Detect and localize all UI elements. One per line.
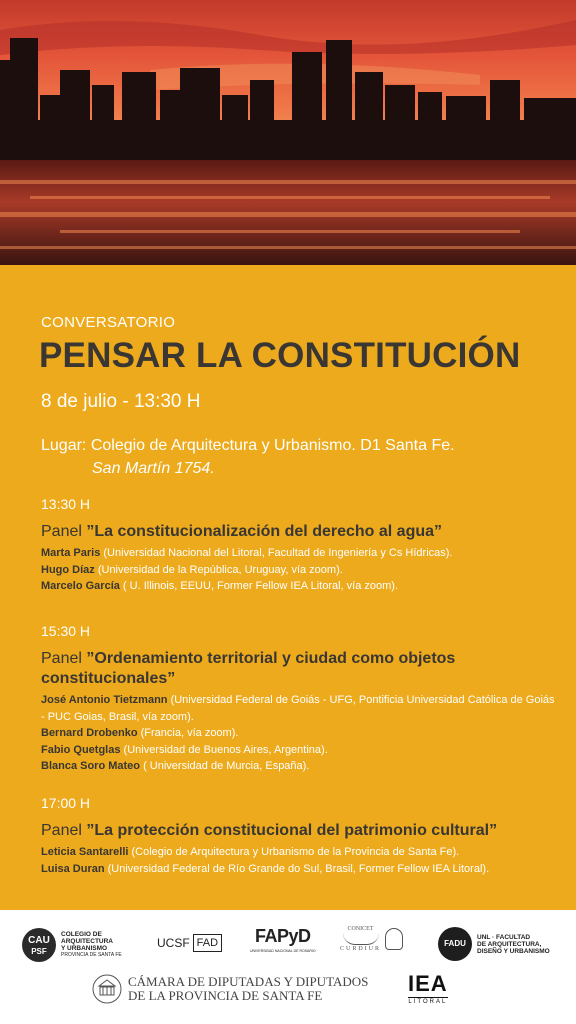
panel-prefix: Panel [41, 650, 87, 667]
program-block-2 [41, 623, 561, 775]
speaker-affiliation: (Francia, vía zoom). [137, 727, 239, 739]
speaker [41, 692, 561, 725]
fadu-logo [438, 927, 550, 961]
camara-line: DE LA PROVINCIA DE SANTA FE [128, 988, 323, 1003]
speaker-name: Marcelo García [41, 580, 120, 592]
fad-box: FAD [193, 934, 222, 952]
cau-badge-icon [22, 928, 56, 962]
cau-badge-top: CAU [28, 935, 50, 946]
cau-text-line: Y URBANISMO [61, 945, 108, 952]
program-block-3 [41, 795, 561, 877]
location-line: Lugar: Colegio de Arquitectura y Urbanismo. D1 Santa Fe. [41, 437, 455, 454]
fapyd-logo [250, 926, 316, 953]
speaker-name: Bernard Drobenko [41, 727, 138, 739]
speaker-name: José Antonio Tietzmann [41, 694, 168, 706]
program-block-1 [41, 496, 561, 595]
speaker [41, 578, 561, 595]
fadu-name [477, 934, 550, 955]
conicet-block [340, 926, 381, 952]
ucsf-text: UCSF [157, 936, 190, 950]
panel-prefix: Panel [41, 523, 87, 540]
speaker-affiliation: (Universidad de la República, Uruguay, vía zoom). [94, 563, 343, 576]
speaker-name: Leticia Santarelli [41, 846, 129, 858]
speaker-affiliation: (Universidad de Buenos Aires, Argentina). [120, 743, 328, 756]
block-time: 17:00 H [41, 795, 91, 811]
speaker [41, 742, 561, 759]
event-location [41, 434, 455, 480]
panel-prefix: Panel [41, 822, 87, 839]
block-time: 13:30 H [41, 496, 91, 512]
sponsor-logos [0, 910, 576, 1024]
speaker [41, 758, 561, 775]
camara-name [128, 975, 368, 1003]
ucsf-fad-logo [157, 934, 222, 952]
panel-name: ”La constitucionalización del derecho al agua” [86, 523, 443, 540]
legislature-building-icon [92, 974, 122, 1004]
skyline-sunset-image [0, 0, 576, 265]
panel-name: ”Ordenamiento territorial y ciudad como objetos constitucionales” [41, 650, 456, 687]
speaker-affiliation: (Universidad Federal de Goiás - UFG, Pontificia Universidad Católica de Goiás - PUC Goias, Brasil, vía zoom). [41, 694, 555, 723]
fadu-badge-icon: FADU [438, 927, 472, 961]
camara-diputados-logo [92, 974, 368, 1004]
iea-text: IEA [408, 971, 448, 996]
speaker-name: Marta Paris [41, 547, 101, 559]
iea-subtext: LITORAL [408, 999, 448, 1005]
cau-text-line: COLEGIO DE [61, 931, 102, 938]
curdiur-text: CURDIUR [340, 946, 382, 952]
speaker-affiliation: (Universidad Nacional del Litoral, Facultad de Ingeniería y Cs Hídricas). [100, 547, 453, 559]
fapyd-subtext: UNIVERSIDAD NACIONAL DE ROSARIO [250, 949, 316, 953]
conicet-curdiur-logo [340, 926, 403, 952]
event-type: CONVERSATORIO [41, 314, 176, 331]
speaker-name: Hugo Díaz [41, 563, 95, 576]
panel-title [41, 522, 561, 542]
event-date: 8 de julio - 13:30 H [41, 391, 201, 412]
speaker [41, 844, 561, 861]
speaker-affiliation: (Colegio de Arquitectura y Urbanismo de la Provincia de Santa Fe). [128, 846, 460, 858]
fadu-text-line: UNL · FACULTAD [477, 933, 531, 941]
speaker-name: Blanca Soro Mateo [41, 760, 141, 772]
speaker [41, 725, 561, 742]
speaker [41, 562, 561, 579]
speaker-affiliation: (Universidad Federal de Río Grande do Sul, Brasil, Former Fellow IEA Litoral). [104, 862, 490, 875]
cau-text-line: PROVINCIA DE SANTA FE [61, 952, 122, 958]
hero-photo [0, 0, 576, 265]
speaker [41, 861, 561, 878]
event-title: PENSAR LA CONSTITUCIÓN [39, 336, 521, 375]
panel-name: ”La protección constitucional del patrimonio cultural” [86, 822, 498, 839]
speaker-affiliation: ( Universidad de Murcia, España). [140, 760, 310, 772]
block-time: 15:30 H [41, 623, 91, 639]
fadu-text-line: DISEÑO Y URBANISMO [477, 947, 550, 955]
curdiur-emblem-icon [385, 928, 403, 950]
cau-name [61, 931, 122, 959]
camara-line: CÁMARA DE DIPUTADAS Y DIPUTADOS [128, 974, 369, 989]
speaker-name: Fabio Quetglas [41, 743, 121, 756]
cau-text-line: ARQUITECTURA [61, 938, 113, 945]
iea-litoral-logo [408, 973, 448, 1005]
panel-title [41, 821, 561, 841]
speaker-affiliation: ( U. Illinois, EEUU, Former Fellow IEA Litoral, vía zoom). [119, 580, 399, 592]
cau-badge-bottom: PSF [31, 947, 47, 956]
location-address: San Martín 1754. [92, 460, 215, 477]
fadu-text-line: DE ARQUITECTURA, [477, 940, 542, 948]
fapyd-text: FAPyD [255, 926, 311, 946]
speaker [41, 545, 561, 562]
conicet-arc-icon [343, 933, 379, 945]
cau-logo [22, 928, 122, 962]
conicet-text: CONICET [347, 926, 374, 932]
speaker-name: Luisa Duran [41, 862, 105, 875]
panel-title [41, 649, 561, 689]
